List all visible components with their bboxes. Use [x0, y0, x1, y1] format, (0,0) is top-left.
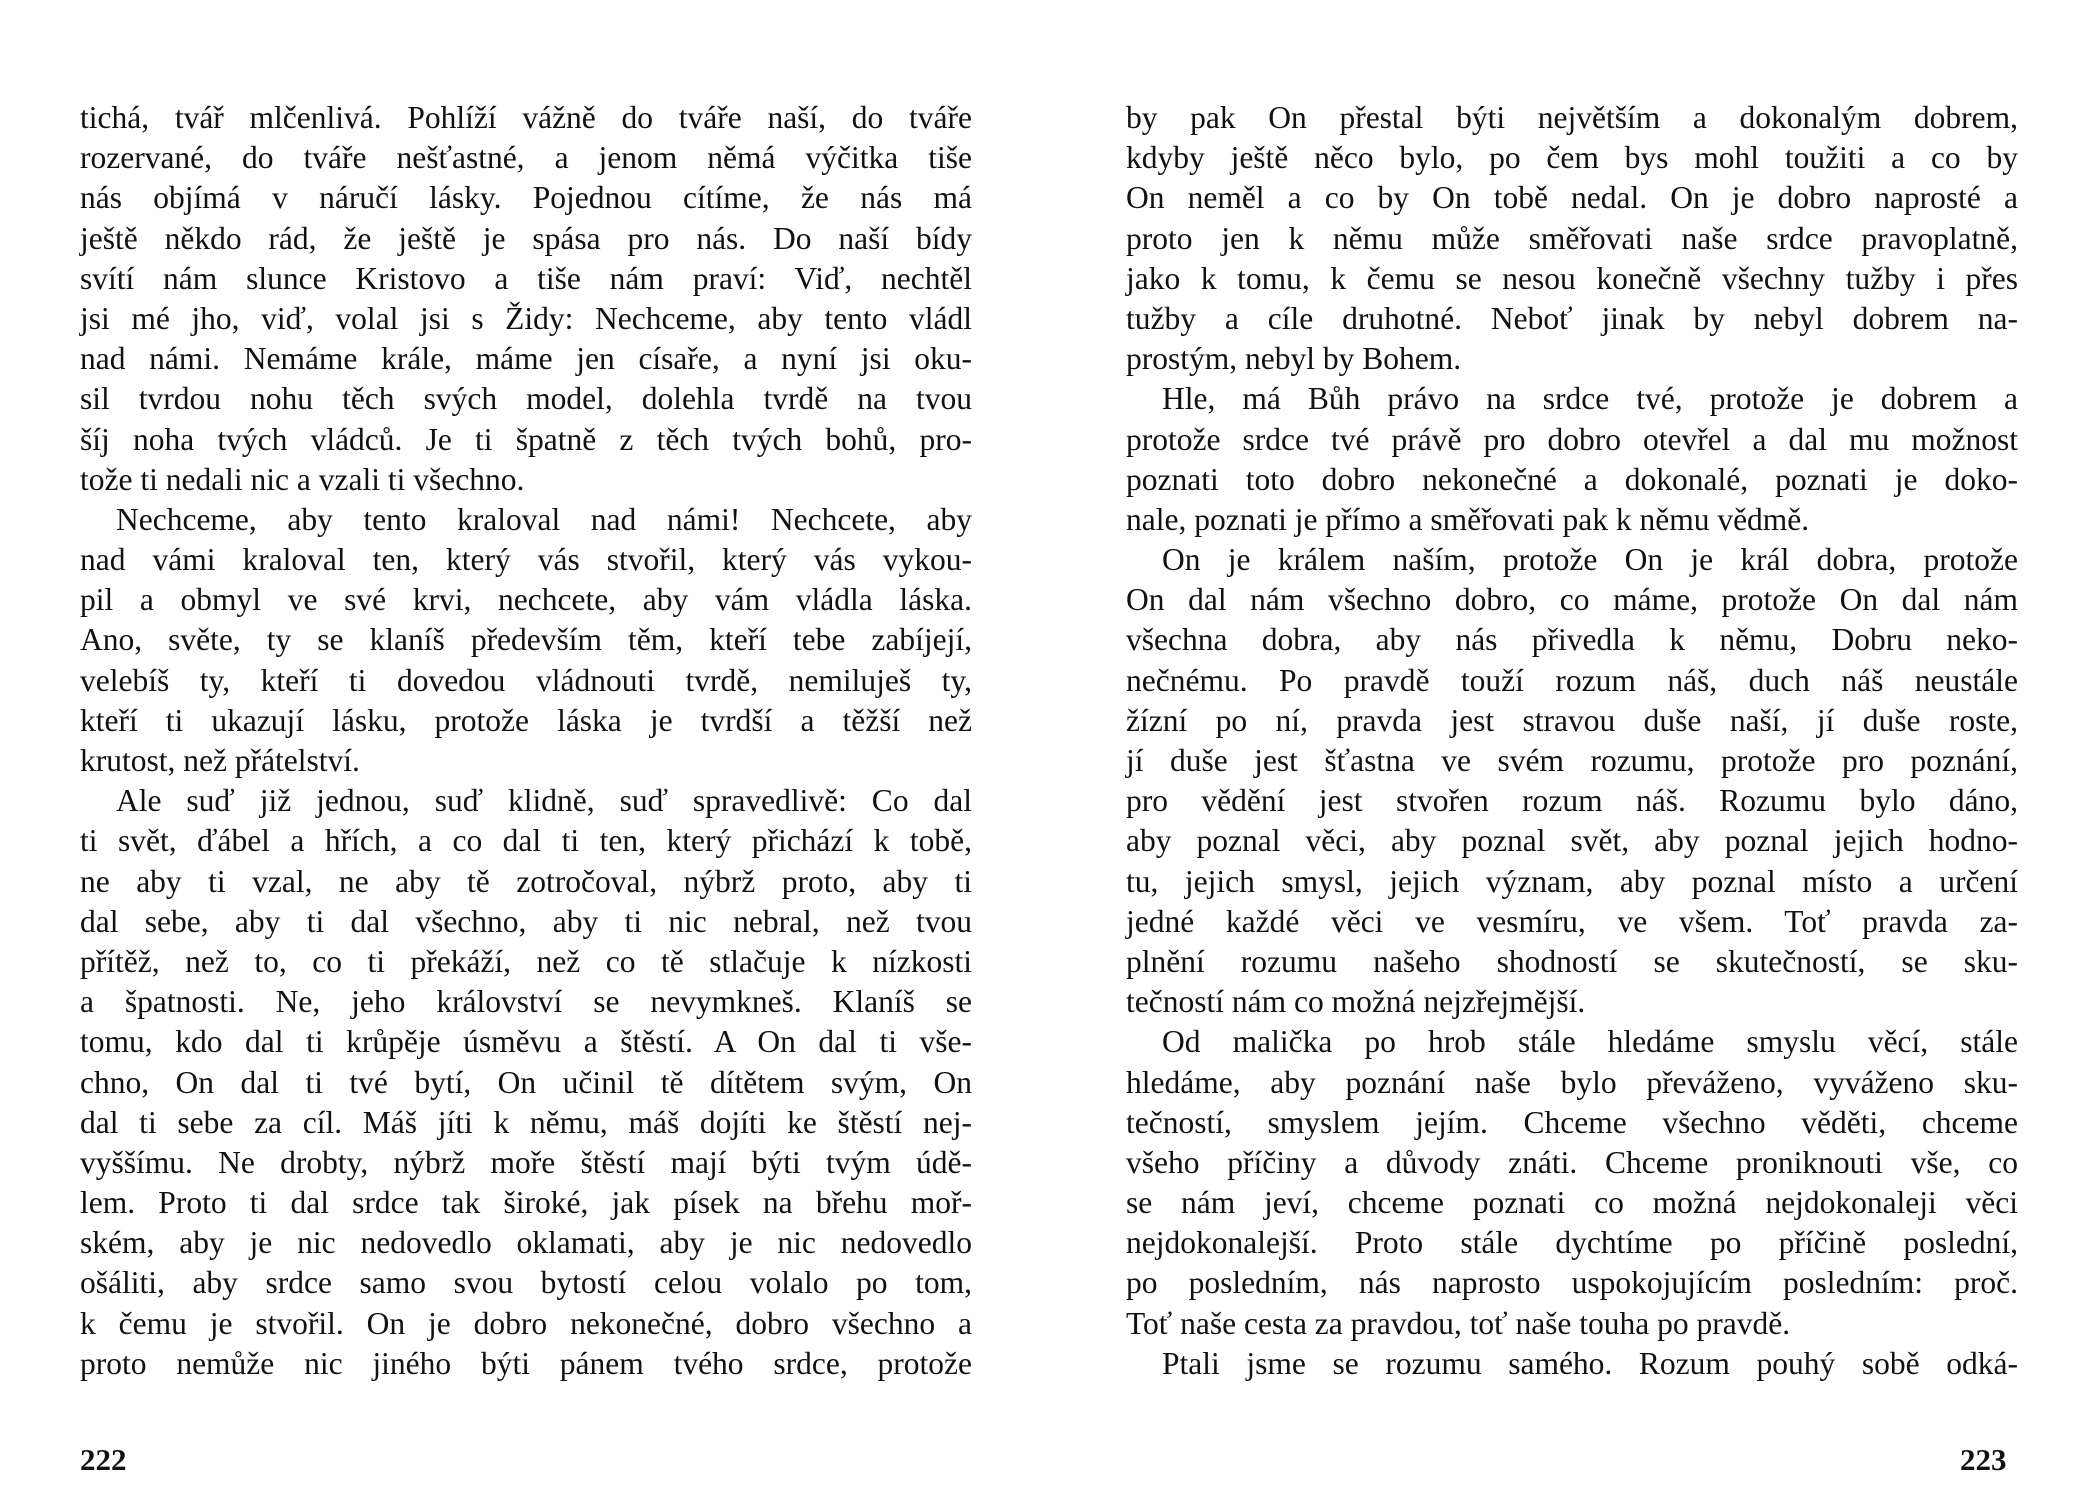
text-line: chno, On dal ti tvé bytí, On učinil tě dítětem svým, On: [80, 1064, 972, 1100]
text-line: nás objímá v náručí lásky. Pojednou cítíme, že nás má: [80, 180, 972, 216]
text-line: Nechceme, aby tento kraloval nad námi! Nechcete, aby: [116, 501, 972, 537]
text-line: nejdokonalejší. Proto stále dychtíme po příčině poslední,: [1126, 1225, 2018, 1261]
text-line: Od malička po hrob stále hledáme smyslu věcí, stále: [1162, 1024, 2018, 1060]
text-line: jí duše jest šťastna ve svém rozumu, protože pro poznání,: [1126, 743, 2018, 778]
text-line: šíj noha tvých vládců. Je ti špatně z těch tvých bohů, pro-: [80, 421, 972, 457]
text-line: dal sebe, aby ti dal všechno, aby ti nic nebral, než tvou: [80, 903, 972, 939]
text-line: tože ti nedali nic a vzali ti všechno.: [80, 461, 525, 497]
right-page-text: [1126, 98, 2018, 1384]
text-line: ne aby ti vzal, ne aby tě zotročoval, nýbrž proto, aby ti: [80, 863, 972, 899]
text-line: On neměl a co by On tobě nedal. On je dobro naprosté a: [1126, 180, 2018, 216]
text-line: Ano, světe, ty se klaníš především těm, kteří tebe zabíjejí,: [80, 622, 972, 658]
text-line: jsi mé jho, viď, volal jsi s Židy: Nechceme, aby tento vládl: [80, 300, 972, 336]
text-line: kteří ti ukazují lásku, protože láska je tvrdší a těžší než: [80, 702, 972, 738]
text-line: tomu, kdo dal ti krůpěje úsměvu a štěstí. A On dal ti vše-: [80, 1024, 972, 1060]
text-line: ti svět, ďábel a hřích, a co dal ti ten, který přichází k tobě,: [80, 823, 972, 859]
text-line: pil a obmyl ve své krvi, nechcete, aby vám vládla láska.: [80, 582, 972, 618]
text-line: hledáme, aby poznání naše bylo převáženo, vyváženo sku-: [1126, 1064, 2018, 1100]
text-line: sil tvrdou nohu těch svých model, dolehla tvrdě na tvou: [80, 381, 972, 417]
text-line: nečnému. Po pravdě touží rozum náš, duch náš neustále: [1126, 662, 2018, 698]
text-line: rozervané, do tváře nešťastné, a jenom němá výčitka tiše: [80, 140, 972, 176]
text-line: tu, jejich smysl, jejich význam, aby poznal místo a určení: [1126, 863, 2018, 899]
text-line: proto jen k němu může směřovati naše srdce pravoplatně,: [1126, 220, 2018, 256]
text-line: dal ti sebe za cíl. Máš jíti k němu, máš dojíti ke štěstí nej-: [80, 1104, 972, 1140]
text-line: nad námi. Nemáme krále, máme jen císaře, a nyní jsi oku-: [80, 341, 972, 377]
text-line: se nám jeví, chceme poznati co možná nejdokonaleji věci: [1126, 1185, 2018, 1221]
text-line: Ptali jsme se rozumu samého. Rozum pouhý sobě odká-: [1162, 1345, 2018, 1381]
text-line: ještě někdo rád, že ještě je spása pro nás. Do naší bídy: [80, 220, 972, 256]
text-line: lem. Proto ti dal srdce tak široké, jak písek na břehu moř-: [80, 1185, 972, 1221]
text-line: plnění rozumu našeho shodností se skutečností, se sku-: [1126, 943, 2018, 979]
text-line: krutost, než přátelství.: [80, 743, 360, 778]
text-line: Toť naše cesta za pravdou, toť naše touha po pravdě.: [1126, 1305, 1791, 1341]
text-line: po posledním, nás naprosto uspokojujícím posledním: proč.: [1126, 1265, 2018, 1301]
page-number-left: 222: [80, 1442, 127, 1477]
text-line: a špatnosti. Ne, jeho království se nevymkneš. Klaníš se: [80, 984, 972, 1020]
text-line: přítěž, než to, co ti překáží, než co tě stlačuje k nízkosti: [80, 943, 972, 979]
text-line: On dal nám všechno dobro, co máme, protože On dal nám: [1126, 582, 2018, 618]
text-line: svítí nám slunce Kristovo a tiše nám praví: Viď, nechtěl: [80, 260, 972, 296]
text-line: ošáliti, aby srdce samo svou bytostí celou volalo po tom,: [80, 1265, 972, 1301]
text-line: poznati toto dobro nekonečné a dokonalé, poznati je doko-: [1126, 461, 2018, 497]
text-line: tichá, tvář mlčenlivá. Pohlíží vážně do tváře naší, do tváře: [80, 100, 972, 135]
text-line: tečností, smyslem jejím. Chceme všechno věděti, chceme: [1126, 1104, 2018, 1140]
text-line: Hle, má Bůh právo na srdce tvé, protože je dobrem a: [1162, 381, 2018, 417]
text-line: by pak On přestal býti největším a dokonalým dobrem,: [1126, 100, 2018, 135]
text-line: On je králem naším, protože On je král dobra, protože: [1162, 542, 2018, 578]
text-line: prostým, nebyl by Bohem.: [1126, 341, 1462, 377]
page-number-right: 223: [1960, 1442, 2007, 1477]
text-line: aby poznal věci, aby poznal svět, aby poznal jejich hodno-: [1126, 823, 2018, 859]
text-line: žízní po ní, pravda jest stravou duše naší, jí duše roste,: [1126, 702, 2018, 738]
text-line: všechna dobra, aby nás přivedla k němu, Dobru neko-: [1126, 622, 2018, 658]
text-line: tužby a cíle druhotné. Neboť jinak by nebyl dobrem na-: [1126, 300, 2018, 336]
text-line: kdyby ještě něco bylo, po čem bys mohl toužiti a co by: [1126, 140, 2018, 176]
text-line: protože srdce tvé právě pro dobro otevřel a dal mu možnost: [1126, 421, 2018, 457]
text-line: nad vámi kraloval ten, který vás stvořil, který vás vykou-: [80, 542, 972, 578]
text-line: ském, aby je nic nedovedlo oklamati, aby je nic nedovedlo: [80, 1225, 972, 1261]
text-line: tečností nám co možná nejzřejmější.: [1126, 984, 1586, 1020]
text-line: jedné každé věci ve vesmíru, ve všem. Toť pravda za-: [1126, 903, 2018, 939]
text-line: všeho příčiny a důvody znáti. Chceme proniknouti vše, co: [1126, 1144, 2018, 1180]
text-line: Ale suď již jednou, suď klidně, suď spravedlivě: Co dal: [116, 783, 972, 819]
text-line: nale, poznati je přímo a směřovati pak k němu vědmě.: [1126, 501, 1810, 537]
text-line: jako k tomu, k čemu se nesou konečně všechny tužby i přes: [1126, 260, 2018, 296]
text-line: proto nemůže nic jiného býti pánem tvého srdce, protože: [80, 1345, 972, 1381]
text-line: pro vědění jest stvořen rozum náš. Rozumu bylo dáno,: [1126, 783, 2018, 819]
left-page-text: [80, 98, 972, 1384]
text-line: velebíš ty, kteří ti dovedou vládnouti tvrdě, nemiluješ ty,: [80, 662, 972, 698]
text-line: vyššímu. Ne drobty, nýbrž moře štěstí mají býti tvým údě-: [80, 1144, 972, 1180]
text-line: k čemu je stvořil. On je dobro nekonečné, dobro všechno a: [80, 1305, 972, 1341]
